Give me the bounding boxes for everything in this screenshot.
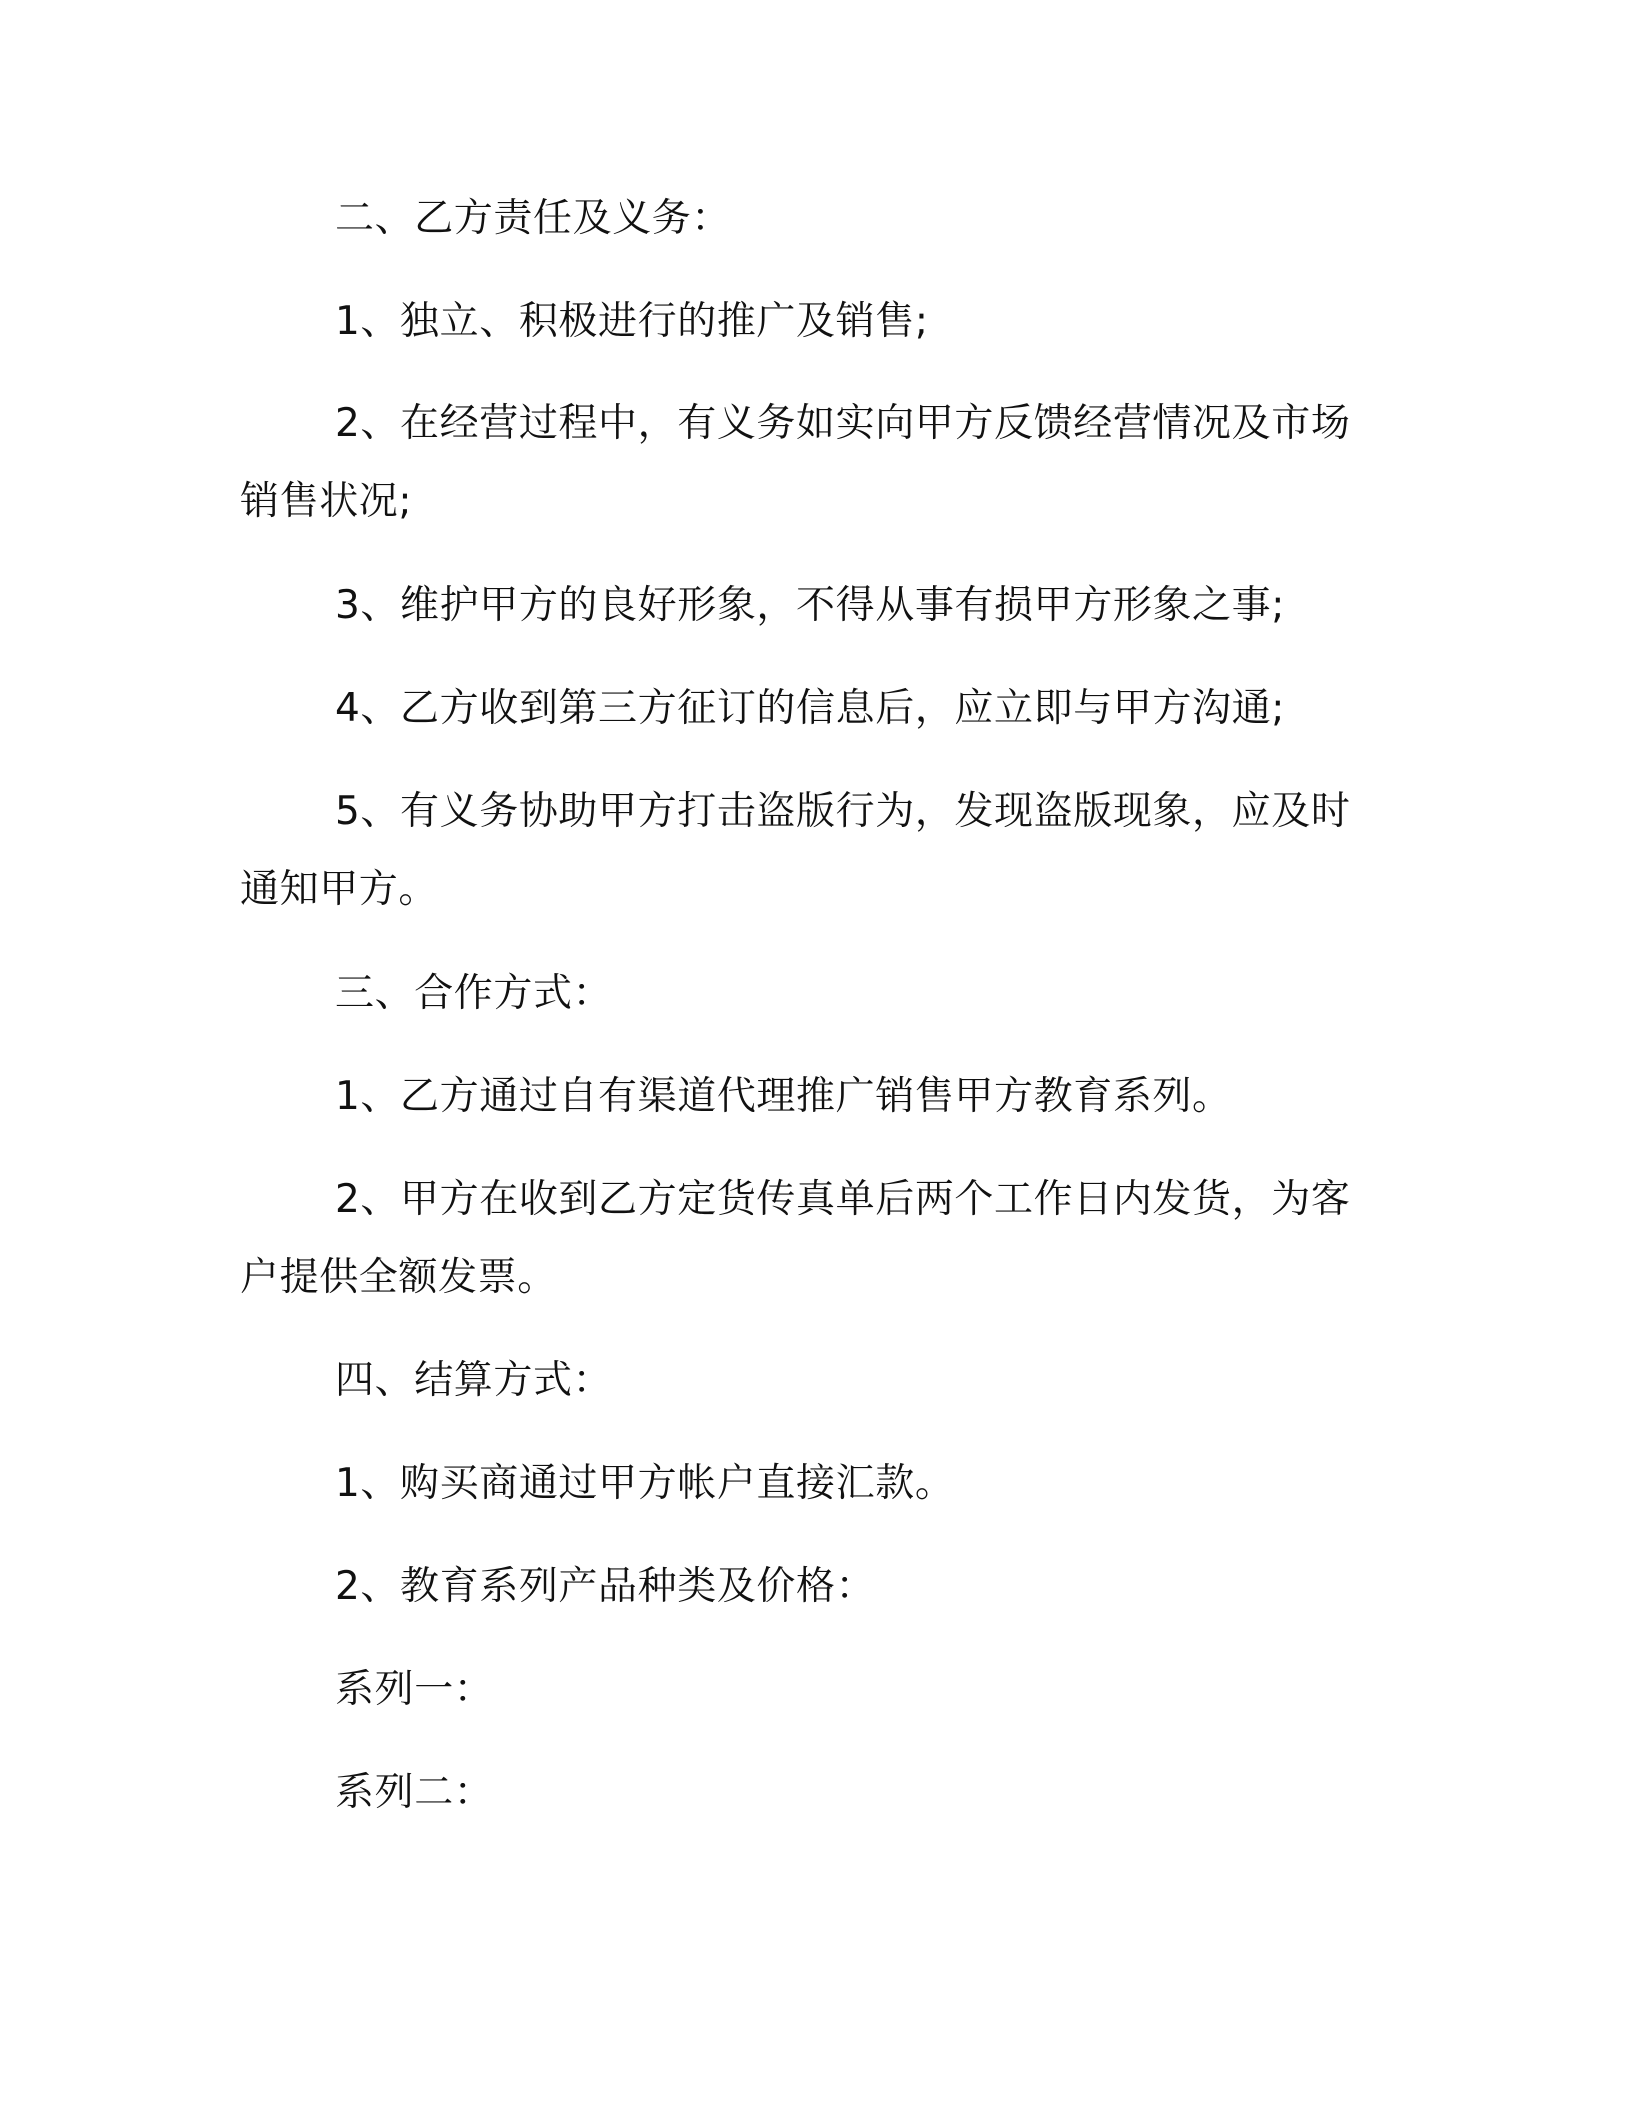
paragraph-item: 4、乙方收到第三方征订的信息后，应立即与甲方沟通;: [335, 686, 1285, 731]
paragraph-item: 1、独立、积极进行的推广及销售;: [335, 299, 929, 344]
paragraph-item: 2、在经营过程中，有义务如实向甲方反馈经营情况及市场销售状况;: [240, 401, 1351, 524]
paragraph-item: 3、维护甲方的良好形象，不得从事有损甲方形象之事;: [335, 583, 1285, 628]
series-label-1: 系列一：: [335, 1667, 494, 1712]
section-heading-4: 四、结算方式：: [335, 1358, 613, 1403]
paragraph-item: 1、购买商通过甲方帐户直接汇款。: [335, 1461, 955, 1506]
section-heading-3: 三、合作方式：: [335, 971, 613, 1016]
paragraph-item: 2、教育系列产品种类及价格：: [335, 1564, 876, 1609]
paragraph-item: 5、有义务协助甲方打击盗版行为，发现盗版现象，应及时通知甲方。: [240, 789, 1351, 912]
paragraph-item: 1、乙方通过自有渠道代理推广销售甲方教育系列。: [335, 1074, 1232, 1119]
paragraph-item: 2、甲方在收到乙方定货传真单后两个工作日内发货，为客户提供全额发票。: [240, 1177, 1351, 1300]
section-heading-2: 二、乙方责任及义务：: [335, 196, 732, 241]
series-label-2: 系列二：: [335, 1770, 494, 1815]
